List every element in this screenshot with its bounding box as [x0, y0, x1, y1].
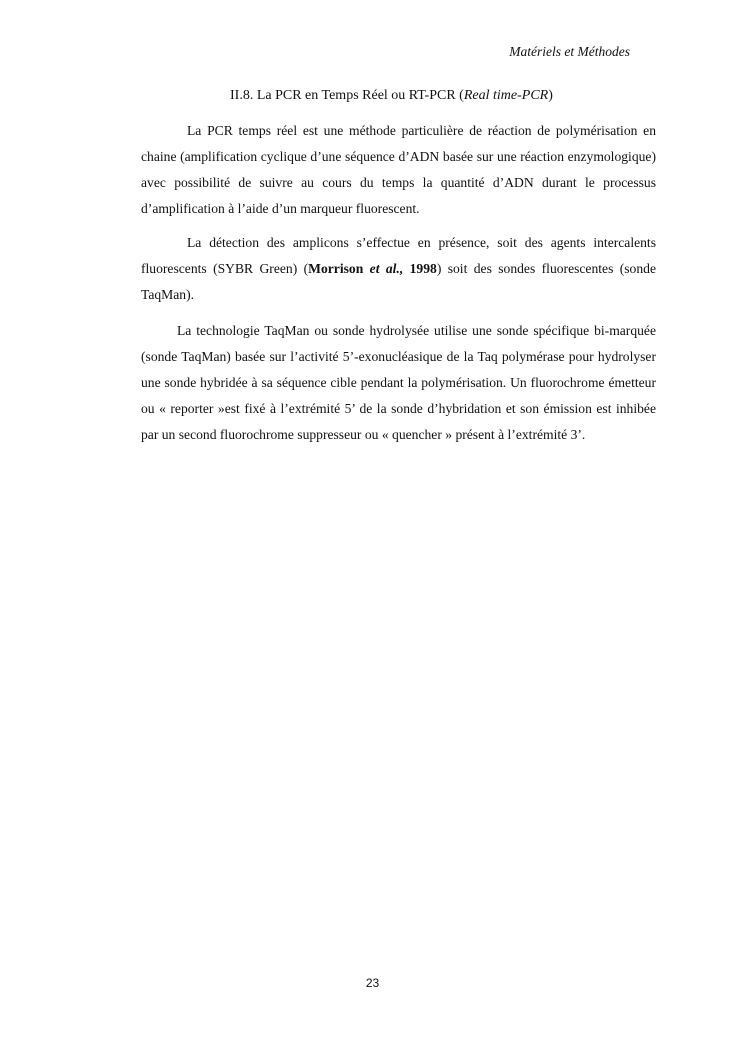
paragraph-pcr-definition: La PCR temps réel est une méthode particulière de réaction de polymérisation en chaine (amplification cyclique d’une séquence d’ADN basée sur une réaction enzymologique) avec possibilité de suivre au cours du temps la quantité d’ADN durant le processus d’amplification à l’aide d’un marqueur fluorescent. [141, 123, 656, 216]
citation-author: Morrison [308, 261, 370, 276]
citation-year: 1998 [403, 261, 437, 276]
citation-etal: et al., [369, 261, 404, 276]
paragraph-amplicon-detection [141, 230, 656, 308]
running-header: Matériels et Méthodes [509, 44, 630, 59]
section-title [230, 88, 553, 104]
paragraph-text: ) soit des sondes fluorescentes (sonde TaqMan). [141, 261, 656, 302]
section-title-italic: Real time-PCR [463, 88, 549, 103]
section-title-prefix: II.8. La PCR en Temps Réel ou RT-PCR ( [230, 88, 464, 103]
paragraph-taqman-technology: La technologie TaqMan ou sonde hydrolysée utilise une sonde spécifique bi-marquée (sonde TaqMan) basée sur l’activité 5’-exonucléasique de la Taq polymérase pour hydrolyser une sonde hybridée à sa séquence cible pendant la polymérisation. Un fluorochrome émetteur ou « reporter »est fixé à l’extrémité 5’ de la sonde d’hybridation et son émission est inhibée par un second fluorochrome suppresseur ou « quencher » présent à l’extrémité 3’. [141, 323, 656, 442]
paragraph-text: La détection des amplicons s’effectue en présence, soit des agents intercalents fluorescents (SYBR Green) ( [141, 235, 656, 276]
section-title-suffix: ) [548, 88, 553, 103]
page-number: 23 [365, 976, 380, 990]
